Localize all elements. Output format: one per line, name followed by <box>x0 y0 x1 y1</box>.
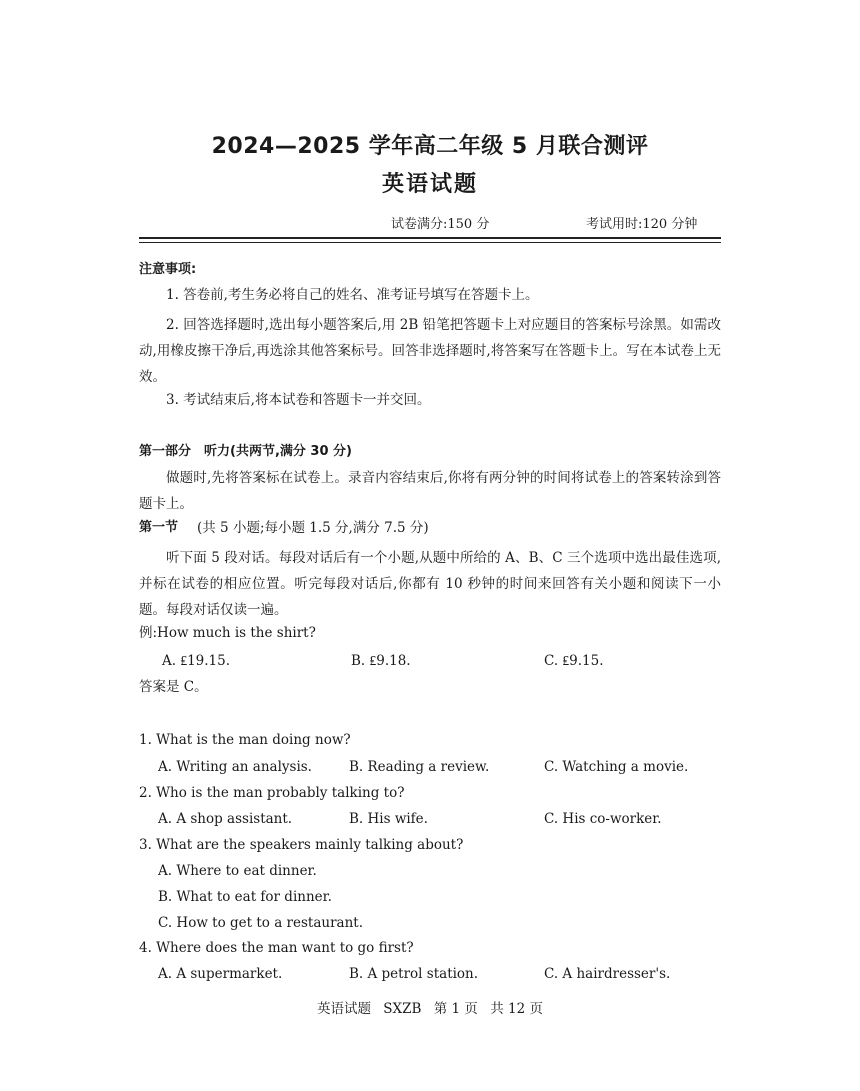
exam-title: 2024—2025 学年高二年级 5 月联合测评 <box>211 134 649 159</box>
q2-option-c: C. His co-worker. <box>544 811 662 827</box>
footer-page: 第 1 页 <box>433 1001 478 1017</box>
q2-option-b: B. His wife. <box>349 811 428 827</box>
q3-option-c: C. How to get to a restaurant. <box>158 915 364 931</box>
q3-option-a: A. Where to eat dinner. <box>158 863 317 879</box>
footer-subject: 英语试题 <box>317 1001 371 1017</box>
section1-intro: 听下面 5 段对话。每段对话后有一个小题,从题中所给的 A、B、C 三个选项中选出最佳选项,并标在试卷的相应位置。听完每段对话后,你都有 10 秒钟的时间来回答有关小题和阅读下一小题。每段对话仅读一遍。 <box>139 550 721 618</box>
question-4: 4. Where does the man want to go first? <box>139 940 414 956</box>
example-option-a: A. ₤19.15. <box>162 653 231 669</box>
example-answer: 答案是 C。 <box>139 679 208 695</box>
q4-option-c: C. A hairdresser's. <box>544 966 671 982</box>
q2-option-a: A. A shop assistant. <box>158 811 293 827</box>
exam-subtitle: 英语试题 <box>381 172 478 197</box>
header-divider-thin <box>139 242 721 243</box>
section1-label: 第一节 <box>139 520 179 535</box>
q1-option-a: A. Writing an analysis. <box>158 759 312 775</box>
question-1: 1. What is the man doing now? <box>139 732 351 748</box>
example-option-c: C. ₤9.15. <box>544 653 604 669</box>
notice-item-3: 3. 考试结束后,将本试卷和答题卡一并交回。 <box>166 392 431 408</box>
notice-item-2: 2. 回答选择题时,选出每小题答案后,用 2B 铅笔把答题卡上对应题目的答案标号涂黑。如需改动,用橡皮擦干净后,再选涂其他答案标号。回答非选择题时,将答案写在答题卡上。写在本试卷上无效。 <box>139 317 721 385</box>
time-limit: 考试用时:120 分钟 <box>586 217 698 232</box>
q4-option-b: B. A petrol station. <box>349 966 479 982</box>
full-score: 试卷满分:150 分 <box>391 217 490 232</box>
part1-heading: 第一部分 听力(共两节,满分 30 分) <box>139 444 352 459</box>
q1-option-b: B. Reading a review. <box>349 759 490 775</box>
part1-intro: 做题时,先将答案标在试卷上。录音内容结束后,你将有两分钟的时间将试卷上的答案转涂到答题卡上。 <box>139 470 721 512</box>
notice-heading: 注意事项: <box>139 262 197 277</box>
footer-total: 共 12 页 <box>490 1001 543 1017</box>
example-question: 例:How much is the shirt? <box>139 625 316 641</box>
q3-option-b: B. What to eat for dinner. <box>158 889 332 905</box>
page-footer <box>0 997 860 1017</box>
notice-item-1: 1. 答卷前,考生务必将自己的姓名、准考证号填写在答题卡上。 <box>166 287 539 303</box>
section1-info: (共 5 小题;每小题 1.5 分,满分 7.5 分) <box>197 520 429 536</box>
question-3: 3. What are the speakers mainly talking about? <box>139 837 464 853</box>
q4-option-a: A. A supermarket. <box>158 966 283 982</box>
question-2: 2. Who is the man probably talking to? <box>139 785 405 801</box>
example-option-b: B. ₤9.18. <box>351 653 411 669</box>
header-divider-thick <box>139 237 721 239</box>
q1-option-c: C. Watching a movie. <box>544 759 689 775</box>
footer-code: SXZB <box>383 1001 422 1017</box>
